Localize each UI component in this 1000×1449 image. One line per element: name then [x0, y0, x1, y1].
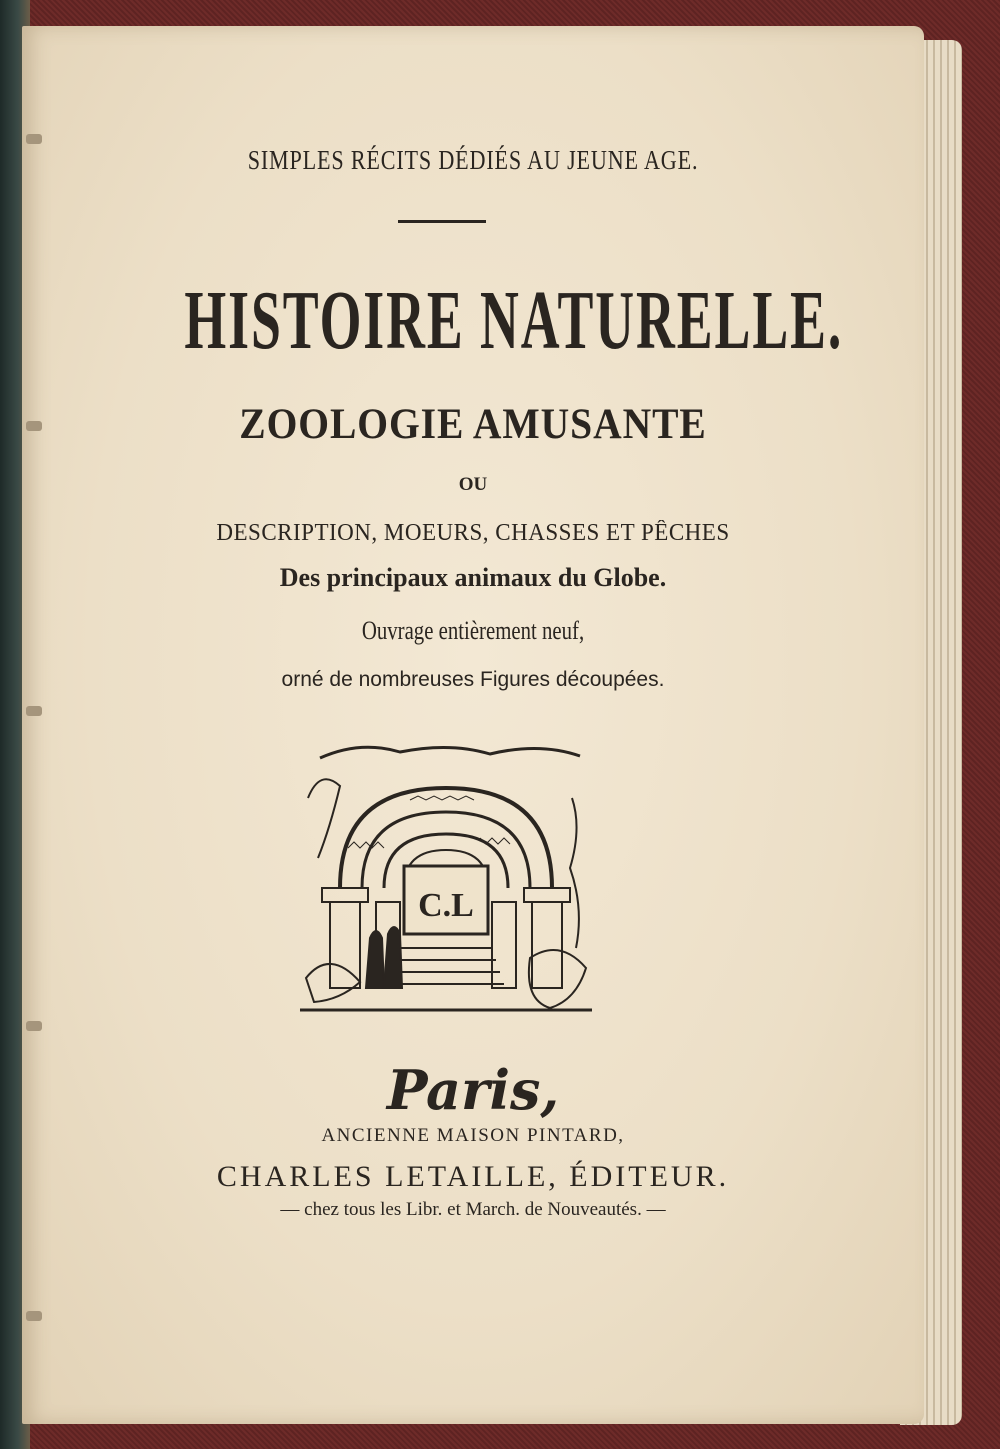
binding-stitch: [26, 134, 42, 144]
imprint-publisher: CHARLES LETAILLE, ÉDITEUR.: [216, 1160, 730, 1193]
imprint-city: Paris,: [386, 1058, 560, 1122]
imprint-house: ANCIENNE MAISON PINTARD,: [321, 1125, 625, 1146]
binding-stitch: [26, 706, 42, 716]
description-line: DESCRIPTION, MOEURS, CHASSES ET PÊCHES: [216, 520, 730, 546]
imprint-sellers: — chez tous les Libr. et March. de Nouveautés. —: [280, 1199, 666, 1220]
page-subtitle: SIMPLES RÉCITS DÉDIÉS AU JEUNE AGE.: [247, 145, 699, 175]
description-line-2: Des principaux animaux du Globe.: [279, 563, 667, 592]
binding-stitch: [26, 1021, 42, 1031]
page-title: HISTOIRE NATURELLE.: [184, 274, 844, 367]
binding-stitch: [26, 421, 42, 431]
illustration-note: orné de nombreuses Figures découpées.: [281, 668, 665, 691]
secondary-title: ZOOLOGIE AMUSANTE: [239, 401, 707, 448]
divider-rule: [398, 220, 486, 223]
vignette-engraving: [300, 738, 592, 1028]
binding-stitch: [26, 1311, 42, 1321]
work-note: Ouvrage entièrement neuf,: [361, 616, 585, 645]
conjunction: OU: [458, 474, 488, 495]
monogram: C.L: [418, 887, 474, 924]
